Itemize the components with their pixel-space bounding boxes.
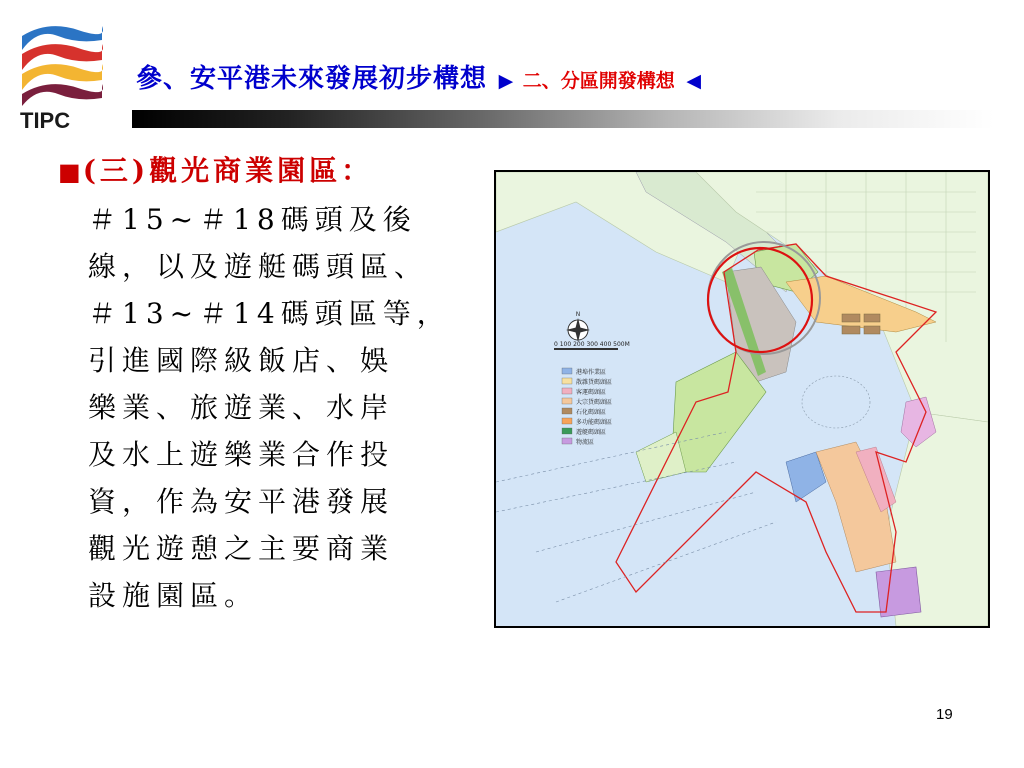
svg-text:N: N	[575, 311, 581, 318]
legend-label: 散雜貨碼頭區	[576, 379, 613, 386]
legend-label: 大宗貨碼頭區	[576, 399, 613, 406]
port-map-image	[496, 172, 988, 626]
title-main: 參、安平港未來發展初步構想	[136, 64, 488, 94]
legend-label: 石化碼頭區	[576, 409, 607, 416]
content-line: ＃15~＃18碼頭及後	[88, 203, 417, 236]
port-zoning-map	[494, 170, 990, 628]
legend-label: 多功能碼頭區	[576, 419, 613, 426]
content-line: 設施園區。	[88, 579, 259, 612]
content-line: ＃13~＃14碼頭區等，	[88, 297, 451, 330]
scale-label: 0 100 200 300 400 500M	[554, 341, 630, 348]
title-sub: 二、分區開發構想	[522, 70, 675, 92]
content-heading: (三)觀光商業園區：	[82, 154, 374, 187]
content-block	[58, 147, 498, 619]
legend-label: 物流區	[576, 439, 595, 446]
arrow-left-icon: ◀	[686, 70, 702, 92]
arrow-right-icon: ▶	[498, 70, 514, 92]
content-line: 觀光遊憩之主要商業	[88, 532, 395, 565]
tipc-flag-logo-icon	[18, 18, 104, 130]
title-underline-bar	[132, 110, 994, 128]
zone-purple	[876, 567, 921, 617]
content-line: 引進國際級飯店、娛	[88, 344, 395, 377]
content-line: 及水上遊樂業合作投	[88, 438, 395, 471]
logo-text: TIPC	[20, 108, 71, 130]
tipc-logo	[18, 18, 104, 130]
legend-label: 遊艇碼頭區	[576, 429, 607, 436]
legend-label: 港埠作業區	[576, 369, 607, 376]
legend-label: 客運碼頭區	[576, 389, 607, 396]
content-line: 資，作為安平港發展	[88, 485, 395, 518]
bullet-icon: ■	[58, 158, 81, 186]
page-number: 19	[936, 706, 953, 723]
content-heading-row	[58, 147, 498, 196]
content-line: 線，以及遊艇碼頭區、	[88, 250, 429, 283]
content-line: 樂業、旅遊業、水岸	[88, 391, 395, 424]
slide-title	[136, 58, 701, 95]
